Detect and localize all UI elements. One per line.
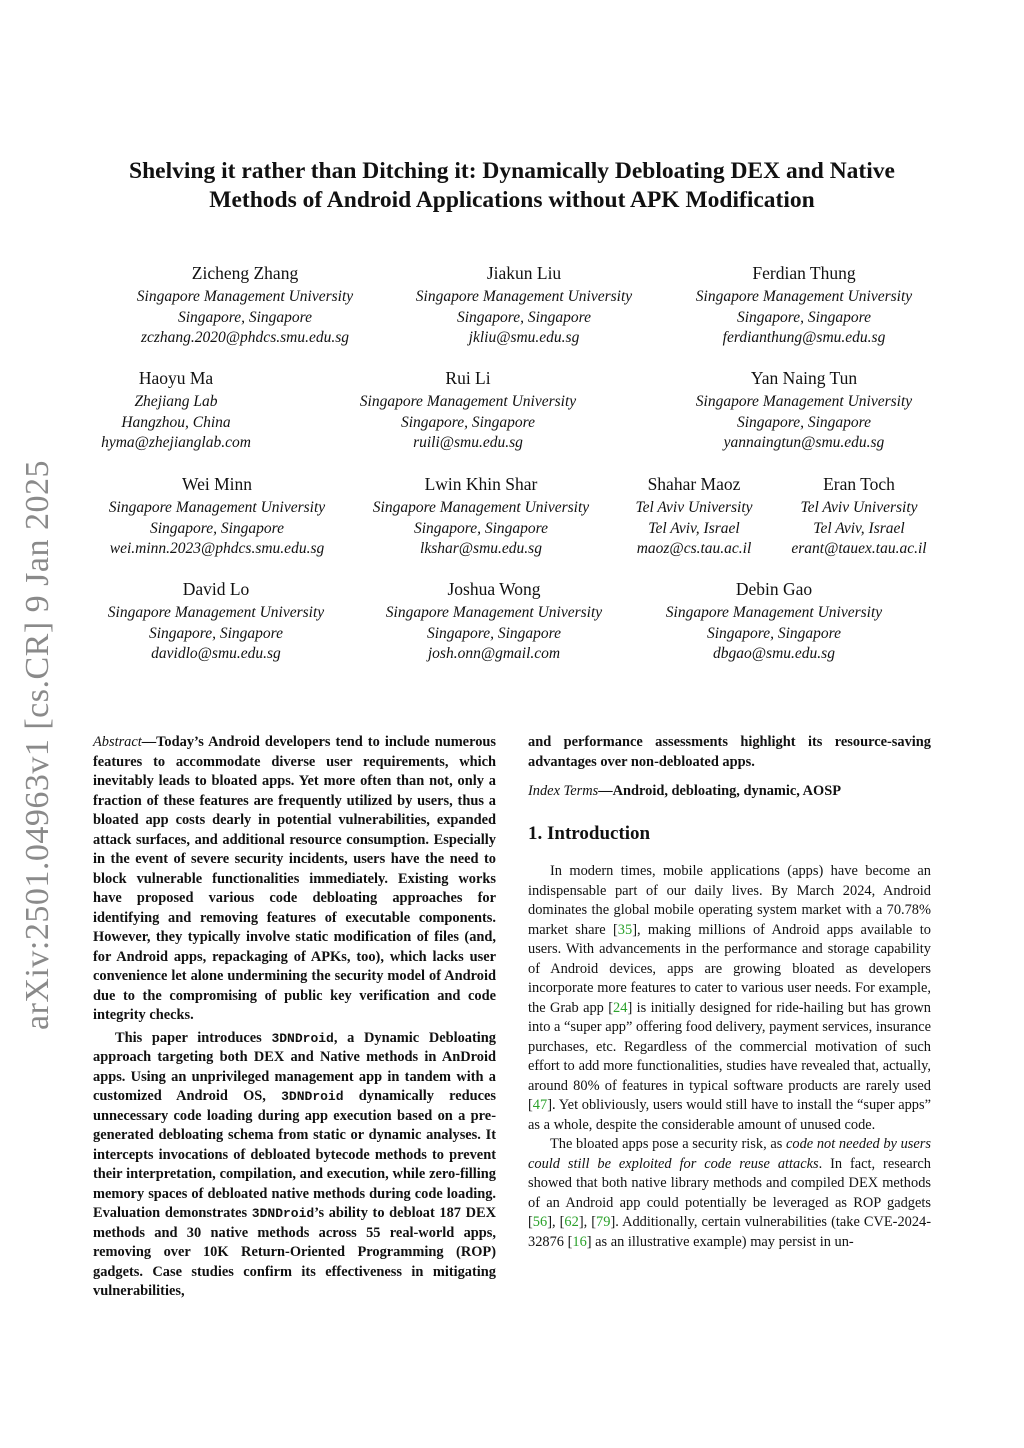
- index-terms: [528, 782, 931, 802]
- author-location: Singapore, Singapore: [149, 519, 285, 537]
- author-email[interactable]: zczhang.2020@phdcs.smu.edu.sg: [140, 329, 349, 346]
- author-email[interactable]: hyma@zhejianglab.com: [101, 434, 251, 451]
- author-name: Lwin Khin Shar: [424, 474, 538, 494]
- abstract-continuation: and performance assessments highlight its resource-saving advantages over non-debloated apps.: [528, 734, 931, 770]
- author-name: Zicheng Zhang: [191, 263, 299, 283]
- author-name: Rui Li: [445, 368, 491, 388]
- abstract-paragraph-2: [93, 1029, 496, 1302]
- author-email[interactable]: jkliu@smu.edu.sg: [468, 329, 580, 346]
- author-block: [652, 579, 896, 665]
- author-block: [372, 579, 616, 665]
- author-affiliation: Zhejiang Lab: [134, 393, 218, 410]
- citation-link[interactable]: 62: [564, 1214, 579, 1230]
- author-affiliation: Singapore Management University: [359, 393, 577, 410]
- arxiv-identifier: arXiv:2501.04963v1 [cs.CR] 9 Jan 2025: [19, 459, 56, 1031]
- author-name: Shahar Maoz: [647, 474, 741, 494]
- author-block: [92, 474, 342, 560]
- author-name: Joshua Wong: [447, 579, 541, 599]
- author-affiliation: Tel Aviv University: [635, 499, 753, 516]
- author-name: Yan Naing Tun: [750, 368, 858, 388]
- body-text: ]. Yet obliviously, users would still have to install the “super apps” as a whole, despite the considerable amount of unused code.: [528, 1097, 931, 1133]
- author-block: [624, 474, 764, 560]
- author-email[interactable]: dbgao@smu.edu.sg: [713, 645, 835, 662]
- abstract-paragraph-1: [93, 733, 496, 1026]
- author-block: [402, 263, 646, 349]
- author-affiliation: Singapore Management University: [415, 288, 633, 305]
- author-affiliation: Tel Aviv University: [800, 499, 918, 516]
- author-block: [346, 368, 590, 454]
- author-location: Singapore, Singapore: [148, 624, 284, 642]
- author-email[interactable]: erant@tauex.tau.ac.il: [791, 540, 927, 557]
- author-block: [682, 263, 926, 349]
- author-affiliation: Singapore Management University: [372, 499, 590, 516]
- emphasis-text: code not needed by users could still be exploited for code reuse attacks: [528, 1136, 931, 1172]
- author-email[interactable]: yannaingtun@smu.edu.sg: [723, 434, 885, 451]
- author-affiliation: Singapore Management University: [108, 499, 326, 516]
- intro-paragraph-1: [528, 862, 931, 1135]
- author-location: Singapore, Singapore: [736, 308, 872, 326]
- arxiv-sidebar: [8, 445, 68, 1045]
- paper-title: Shelving it rather than Ditching it: Dynamically Debloating DEX and Native Methods of Android Applications without APK Modification: [129, 158, 895, 213]
- body-text: . In fact, research showed that both native library methods and compiled DEX methods of an Android app could potentially be leveraged as ROP gadgets [: [528, 1155, 931, 1230]
- abstract-text: Today’s Android developers tend to include numerous features to accommodate diverse user requirements, which inevitably leads to bloated apps. Yet more often than not, only a fraction of these features are frequently utilized by users, thus a bloated app costs dearly in potential vulnerabilities, expanded attack surfaces, and additional resource consumption. Especially in the event of severe security incidents, users have the need to block vulnerable functionalities immediately. Existing works have proposed various code debloating approaches for identifying and removing features of executable components. However, they typically involve static modification of files (and, for Android apps, repackaging of APKs, too), which lacks user convenience let alone undermining the security model of Android due to the compromising of public key verification and code integrity checks.: [93, 734, 496, 1023]
- body-text: In modern times, mobile applications (apps) have become an indispensable part of our daily lives. By March 2024, Android dominates the global mobile operating system market with a 70.78% market share [: [528, 863, 931, 938]
- author-name: Jiakun Liu: [486, 263, 562, 283]
- author-name: Haoyu Ma: [138, 368, 214, 388]
- citation-link[interactable]: 16: [572, 1233, 587, 1250]
- author-affiliation: Singapore Management University: [385, 604, 603, 621]
- body-text: ] as an illustrative example) may persist in un-: [586, 1233, 854, 1250]
- author-affiliation: Singapore Management University: [136, 288, 354, 305]
- index-terms-dash: —: [598, 783, 613, 799]
- body-text: ]. Additionally, certain vulnerabilities (take CVE-2024-32876 [: [528, 1214, 932, 1250]
- author-block: [778, 474, 940, 560]
- author-location: Singapore, Singapore: [426, 624, 562, 642]
- body-text: ], [: [578, 1214, 597, 1230]
- author-affiliation: Singapore Management University: [695, 393, 913, 410]
- author-email[interactable]: maoz@cs.tau.ac.il: [636, 540, 752, 557]
- author-name: Wei Minn: [181, 474, 253, 494]
- intro-paragraph-2: [528, 1135, 931, 1252]
- abstract: [93, 733, 496, 1302]
- author-block: [86, 368, 266, 454]
- citation-link[interactable]: 35: [617, 921, 633, 938]
- abstract-label: Abstract: [93, 734, 142, 750]
- right-column: [528, 733, 931, 1252]
- citation-link[interactable]: 79: [596, 1214, 611, 1230]
- body-text: ] is initially designed for ride-hailing but has grown into a “super app” offering food delivery, payment services, insurance purchases, etc. Regardless of the commercial motivation of such effort to add more functionalities, studies have revealed that, actually, around 80% of features in typical software products are rarely used [: [528, 999, 931, 1113]
- index-terms-text: Android, debloating, dynamic, AOSP: [612, 783, 842, 799]
- abstract-text: This paper introduces: [115, 1029, 272, 1046]
- tool-name: 3DNDroid: [281, 1089, 344, 1104]
- author-location: Singapore, Singapore: [706, 624, 842, 642]
- author-name: Debin Gao: [735, 579, 813, 599]
- author-affiliation: Singapore Management University: [107, 604, 325, 621]
- author-name: Ferdian Thung: [752, 263, 856, 283]
- author-location: Singapore, Singapore: [736, 413, 872, 431]
- author-location: Tel Aviv, Israel: [648, 519, 740, 537]
- body-text: ], making millions of Android apps available to users. With advancements in the performance and storage capability of Android devices, apps are growing bloated as developers incorporate more features to cater to various user needs. For example, the Grab app [: [528, 921, 931, 1016]
- author-email[interactable]: wei.minn.2023@phdcs.smu.edu.sg: [109, 540, 325, 557]
- author-location: Singapore, Singapore: [177, 308, 313, 326]
- section-heading: 1. Introduction: [528, 822, 651, 844]
- author-block: [94, 579, 338, 665]
- tool-name: 3DNDroid: [251, 1206, 315, 1221]
- author-affiliation: Singapore Management University: [665, 604, 883, 621]
- author-location: Singapore, Singapore: [413, 519, 549, 537]
- author-affiliation: Singapore Management University: [695, 288, 913, 305]
- author-block: [682, 368, 926, 454]
- author-email[interactable]: ruili@smu.edu.sg: [413, 434, 523, 451]
- abstract-text: , a Dynamic Debloating approach targeting both DEX and Native methods in AnDroid apps. Using an unprivileged management app in tandem with a customized Android OS,: [93, 1029, 496, 1104]
- body-text: The bloated apps pose a security risk, as: [550, 1136, 787, 1152]
- citation-link[interactable]: 56: [532, 1214, 548, 1230]
- body-text: ], [: [547, 1214, 565, 1230]
- author-location: Singapore, Singapore: [456, 308, 592, 326]
- author-name: Eran Toch: [823, 474, 895, 494]
- citation-link[interactable]: 24: [613, 999, 628, 1016]
- author-location: Tel Aviv, Israel: [813, 519, 905, 537]
- index-terms-label: Index Terms: [528, 783, 599, 799]
- author-block: [359, 474, 603, 560]
- tool-name: 3DNDroid: [271, 1030, 334, 1046]
- author-email[interactable]: ferdianthung@smu.edu.sg: [722, 329, 886, 346]
- author-block: [124, 263, 366, 349]
- author-email[interactable]: davidlo@smu.edu.sg: [151, 645, 281, 662]
- author-name: David Lo: [182, 579, 250, 599]
- abstract-text: dynamically reduces unnecessary code loading during app execution based on a pre-generated debloating schema from static or dynamic analyses. It intercepts invocations of debloated bytecode methods to prevent their interpretation, compilation, and execution, while zero-filling memory spaces of debloated native methods during code loading. Evaluation demonstrates: [93, 1088, 497, 1221]
- author-location: Hangzhou, China: [121, 413, 231, 431]
- author-location: Singapore, Singapore: [400, 413, 536, 431]
- author-email[interactable]: lkshar@smu.edu.sg: [420, 540, 542, 557]
- abstract-dash: —: [141, 734, 157, 750]
- author-email[interactable]: josh.onn@gmail.com: [427, 645, 561, 662]
- citation-link[interactable]: 47: [532, 1097, 548, 1113]
- abstract-text: ’s ability to debloat 187 DEX methods and 30 native methods across 55 real-world apps, removing over 10K Return-Oriented Programming (ROP) gadgets. Case studies confirm its effectiveness in mitigating vulnerabilities,: [93, 1205, 497, 1299]
